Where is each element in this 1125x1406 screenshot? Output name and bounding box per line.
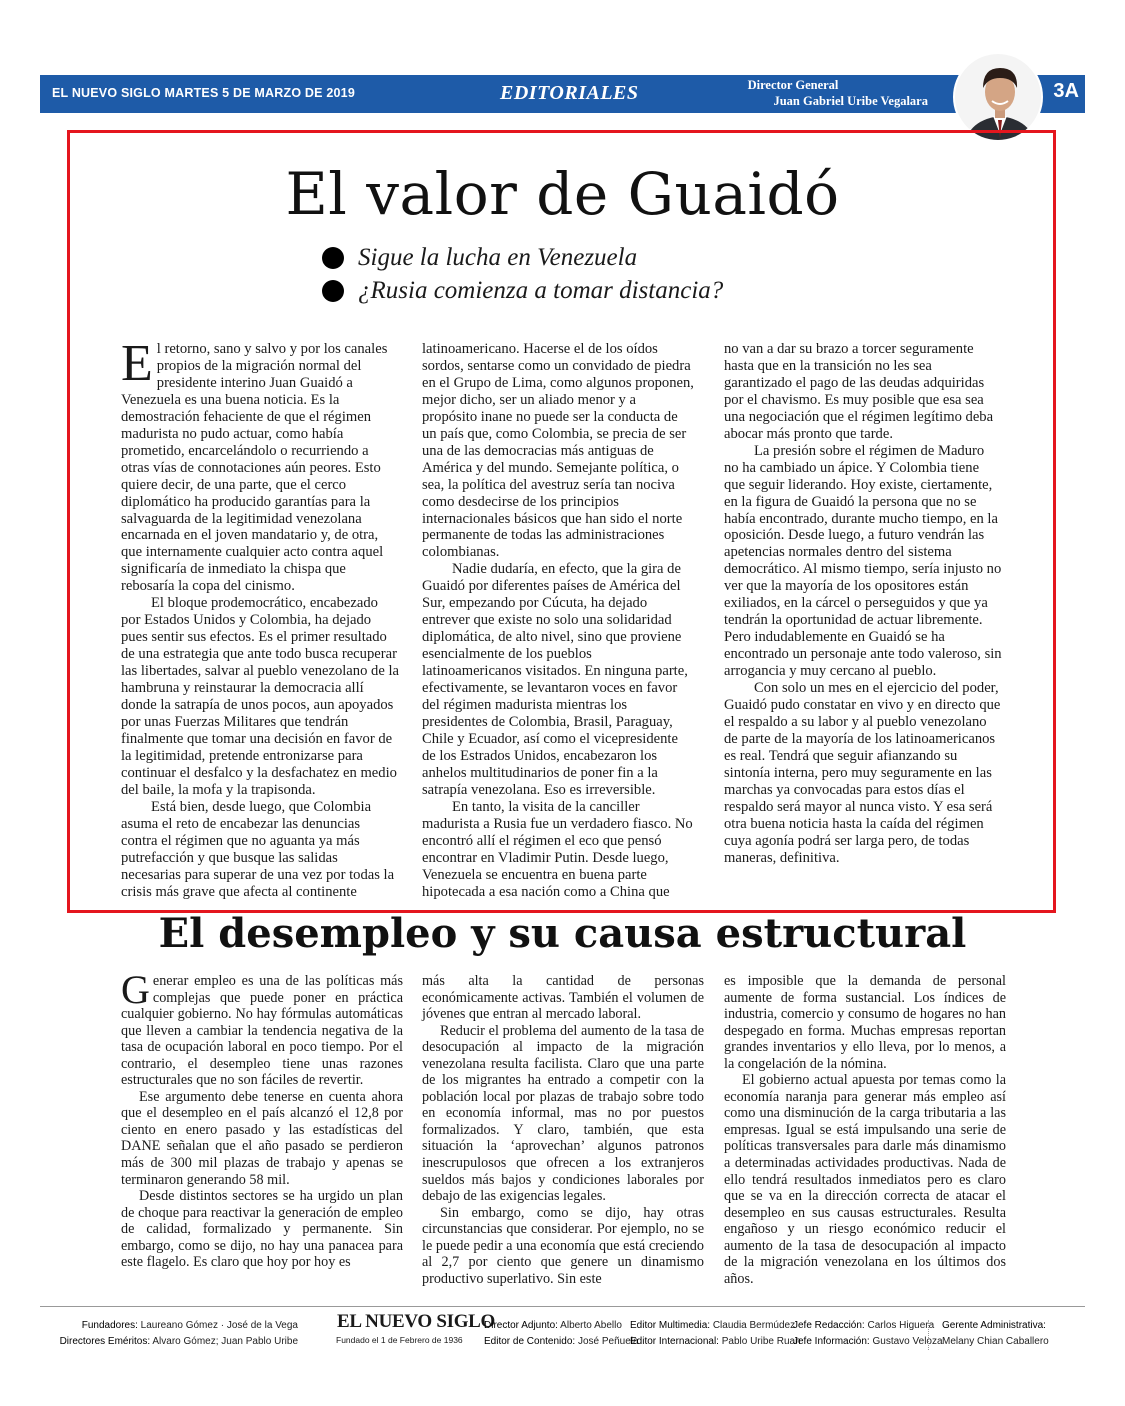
footer-founders: Fundadores: Laureano Gómez · José de la Vega Directores Eméritos: Alvaro Gómez; Juan Pablo Uribe [59, 1320, 298, 1347]
paragraph: En tanto, la visita de la canciller madurista a Rusia fue un verdadero fiasco. No encontró allí el régimen el eco que pensó encontrar en Vladimir Putin. Desde luego, Venezuela se encuentra en buena parte hipotecada a esa nación como a China que [422, 798, 693, 900]
subtitle-item: Sigue la lucha en Venezuela [322, 241, 723, 274]
section-title: EDITORIALES [500, 82, 639, 104]
footer-editors-b: Editor Multimedia: Claudia Bermúdez Editor Internacional: Pablo Uribe Ruan [630, 1320, 801, 1347]
paragraph: La presión sobre el régimen de Maduro no ha cambiado un ápice. Y Colombia tiene que seguir liderando. Hoy existe, ciertamente, en la figura de Guaidó la persona que no se había encontrado, durante mucho tiempo, en la oposición. Desde luego, a futuro vendrán las apetencias normales dentro del sistema democrático. Al mismo tiempo, sería injusto no ver que la mayoría de los opositores están exiliados, en la cárcel o perseguidos y que ya tendrán la oportunidad de actuar libremente. Pero indudablemente en Guaidó se ha encontrado un personaje ante todo valeroso, sin arrogancia y muy cercano al pueblo. [724, 442, 1002, 680]
drop-cap: G [121, 967, 150, 1012]
paragraph: Está bien, desde luego, que Colombia asuma el reto de encabezar las denuncias contra el régimen que no aguanta ya más putrefacción y que busque las salidas necesarias para superar de una vez por todas la crisis más grave que afecta al continente [121, 798, 395, 900]
newspaper-logo: EL NUEVO SIGLO [337, 1311, 496, 1332]
paragraph: Desde distintos sectores se ha urgido un plan de choque para reactivar la generación de empleo de calidad, formalizado y permanente. Sin embargo, como se dijo, no hay una panacea para este flagelo. Es claro que hoy por hoy es [121, 1188, 403, 1271]
editorial-column-3 [724, 973, 1006, 1287]
footer-editors-c: Jefe Redacción: Carlos Higuera Jefe Información: Gustavo Veloza [793, 1320, 943, 1347]
subtitle-item: ¿Rusia comienza a tomar distancia? [322, 274, 723, 307]
paragraph: latinoamericano. Hacerse el de los oídos sordos, sentarse como un convidado de piedra en el Grupo de Lima, como algunos proponen, mejor dicho, ser un aliado menor y a propósito inane no puede ser la conducta de un país que, como Colombia, se precia de ser una de las democracias más antiguas de América y del mundo. Semejante política, o sea, la política del avestruz sería tan nociva como desdecirse de los principios internacionales básicos que han sido el norte permanente de todas las administraciones colombianas. [422, 341, 694, 561]
editorial-title: El desempleo y su causa estructural [158, 910, 967, 957]
footer-editors-a: Director Adjunto: Alberto Abello Editor de Contenido: José Peñuela [484, 1320, 639, 1347]
paragraph: Con solo un mes en el ejercicio del poder, Guaidó pudo constatar en vivo y en directo que el respaldo a su labor y al pueblo venezolano de parte de la mayoría de los latinoamericanos es real. Tendrá que seguir afianzando su sintonía interna, pero muy seguramente en las marchas ya convocadas para estos días el respaldo será mayor al nunca visto. Y esa será otra buena noticia hasta la caída del régimen cuya agonía podrá ser larga pero, de todas maneras, definitiva. [724, 680, 1001, 866]
editorial-column-2 [422, 341, 694, 900]
date-line: EL NUEVO SIGLO MARTES 5 DE MARZO DE 2019 [52, 86, 355, 100]
paragraph: es imposible que la demanda de personal aumente de forma sustancial. Los índices de industria, comercio y consumo de hogares no han despegado en forma. Muchas empresas reportan grandes inventarios y ello lleva, por lo menos, a la congelación de la nómina. [724, 973, 1006, 1072]
paragraph: Sin embargo, como se dijo, hay otras circunstancias que considerar. Por ejemplo, no se le puede pedir a una economía que está creciendo al 2,7 por ciento que genere un dinamismo productivo superlativo. Sin este [422, 1204, 704, 1287]
director-label: Director General [747, 78, 839, 92]
bullet-icon [322, 280, 344, 302]
paragraph: más alta la cantidad de personas económicamente activas. También el volumen de jóvenes que entran al mercado laboral. [422, 973, 704, 1023]
editorial-column-1 [121, 967, 403, 1271]
paragraph: Ese argumento debe tenerse en cuenta ahora que el desempleo en el país alcanzó el 12,8 por ciento en enero pasado y las estadísticas del DANE señalan que el año pasado se perdieron más de 300 mil plazas de trabajo y apenas se terminaron generando 58 mil. [121, 1088, 403, 1188]
page-header [40, 75, 1085, 113]
footer-separator [928, 1320, 929, 1350]
paragraph: l retorno, sano y salvo y por los canales propios de la migración normal del presidente interino Juan Guaidó a Venezuela es una buena noticia. Es la demostración fehaciente de que el régimen madurista no pudo actuar, como había prometido, encarcelándolo o recurriendo a otras vías de connotaciones aún peores. Esto quiere decir, de una parte, que el cerco diplomático ha producido garantías para la salvaguarda de la legitimidad venezolana encarnada en el joven mandatario y, de otra, que internamente cualquier acto contra aquel significaría de inmediato la chispa que rebosaría la copa del cinismo. [121, 341, 388, 595]
editorial-column-1 [121, 335, 399, 900]
footer-manager: Gerente Administrativa: Melany Chian Caballero [942, 1320, 1049, 1347]
bullet-icon [322, 247, 344, 269]
editorial-title: El valor de Guaidó [285, 160, 840, 228]
director-name: Juan Gabriel Uribe Vegalara [773, 94, 928, 108]
paragraph: El gobierno actual apuesta por temas como la economía naranja para generar más empleo así como una disminución de la carga tributaria a las empresas. Igual se está impulsando una serie de políticas transversales para darle más dinamismo a determinadas actividades productivas. Nada de ello tendrá resultados inmediatos pero es claro que se va en la dirección correcta de atacar el desempleo en sus causas estructurales. Resulta engañoso y un riesgo económico reducir el aumento de la tasa de desocupación al impacto de la migración venezolana en los últimos dos años. [724, 1072, 1006, 1287]
editorial-column-3 [724, 341, 1002, 867]
subtitle-list [322, 241, 723, 307]
founded-date: Fundado el 1 de Febrero de 1936 [336, 1335, 463, 1345]
paragraph: El bloque prodemocrático, encabezado por Estados Unidos y Colombia, ha dejado pues sentir sus efectos. Es el primer resultado de una estrategia que ante todo busca recuperar las libertades, salvar al pueblo venezolano de la hambruna y reinstaurar la democracia allí donde la satrapía de unos pocos, aun apoyados por unas Fuerzas Militares que tendrán finalmente que tomar una decisión en favor de la legitimidad, pretende entronizarse para continuar el desfalco y la desfachatez en medio del baile, la mofa y la trapisonda. [121, 595, 399, 798]
editorial-column-2 [422, 973, 704, 1287]
page-number: 3A [1053, 80, 1079, 102]
footer-divider [40, 1306, 1085, 1307]
director-portrait [953, 52, 1043, 142]
paragraph: enerar empleo es una de las políticas más complejas que puede poner en práctica cualquier gobierno. No hay fórmulas automáticas que lleven a cambiar la tendencia negativa de la tasa de ocupación laboral en poco tiempo. Por el contrario, el desempleo tiene unas razones estructurales que no son fáciles de revertir. [121, 973, 403, 1089]
drop-cap: E [121, 335, 153, 392]
paragraph: Nadie dudaría, en efecto, que la gira de Guaidó por diferentes países de América del Sur, empezando por Cúcuta, ha dejado entrever que existe no solo una solidaridad diplomática, de alto nivel, sino que proviene esencialmente de los pueblos latinoamericanos visitados. En ninguna parte, efectivamente, se levantaron voces en favor del régimen madurista mientras los presidentes de Colombia, Brasil, Paraguay, Chile y Ecuador, así como el vicepresidente de los Estrados Unidos, encabezaron los anhelos multitudinarios de poner fin a la satrapía venezolana. Eso es irreversible. [422, 561, 688, 798]
paragraph: no van a dar su brazo a torcer seguramente hasta que en la transición no les sea garantizado el pago de las deudas adquiridas por el chavismo. Es muy posible que esa sea una negociación que el régimen legítimo deba abocar más pronto que tarde. [724, 341, 994, 442]
paragraph: Reducir el problema del aumento de la tasa de desocupación al impacto de la migración venezolana resulta facilista. Claro que una parte de los migrantes ha entrado a competir con la población local por plazas de trabajo sobre todo en economía informal, mas no por puestos formalizados. Y claro, también, que esta situación la ‘aprovechan’ algunos patronos inescrupulosos que ofrecen a los extranjeros sueldos más bajos y condiciones laborales por debajo de las exigencias legales. [422, 1022, 704, 1205]
